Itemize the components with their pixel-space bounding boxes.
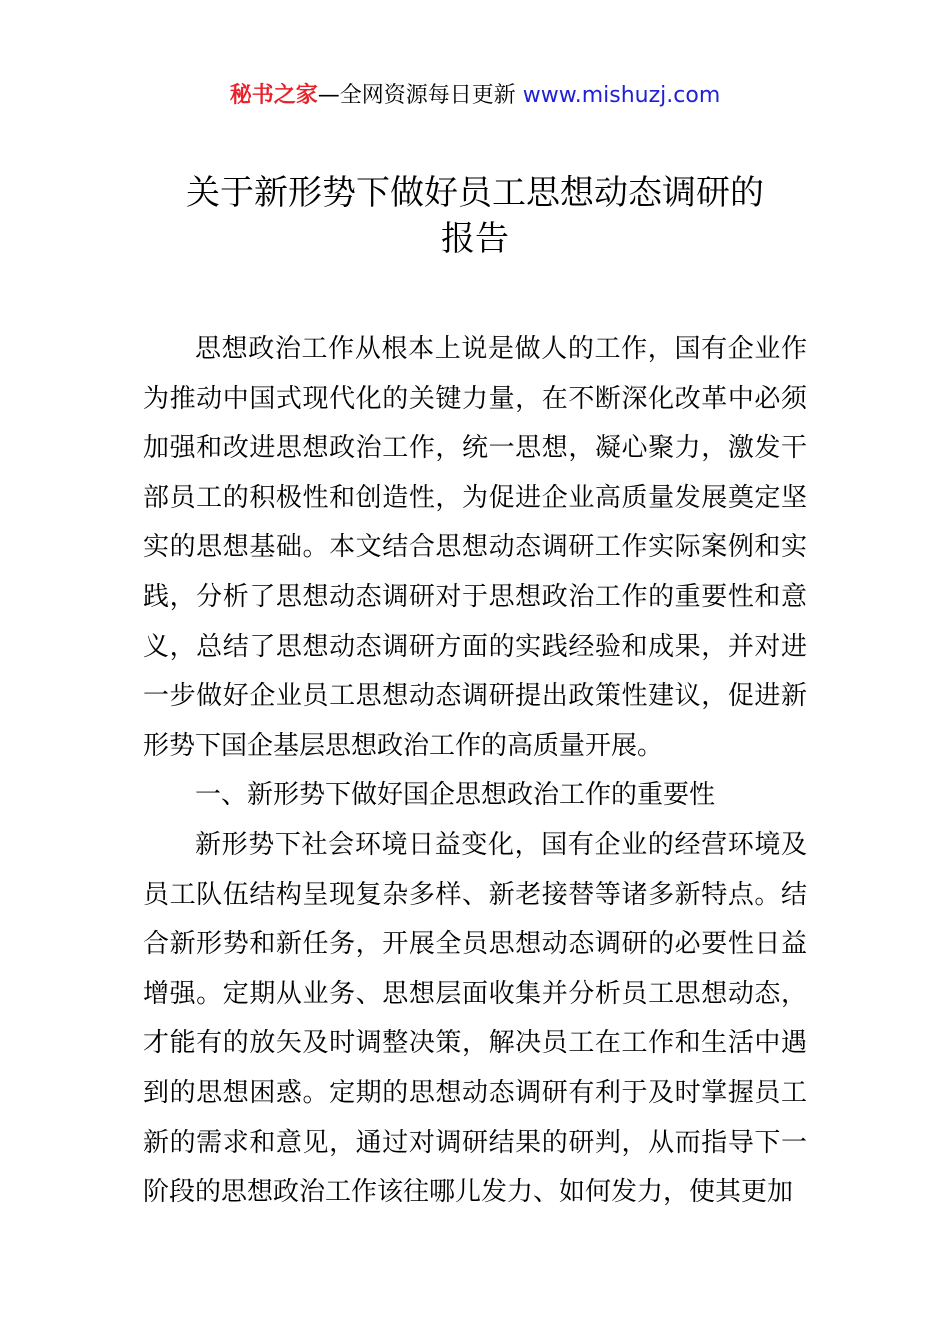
title-line-1: 关于新形势下做好员工思想动态调研的 — [186, 173, 764, 213]
section-heading-1: 一、新形势下做好国企思想政治工作的重要性 — [195, 780, 716, 811]
header-tagline: —全网资源每日更新 — [317, 83, 523, 108]
site-url-link[interactable]: www.mishuzj.com — [522, 83, 721, 108]
intro-paragraph: 思想政治工作从根本上说是做人的工作，国有企业作为推动中国式现代化的关键力量，在不断深化改革中必须加强和改进思想政治工作，统一思想，凝心聚力，激发干部员工的积极性和创造性，为促进企业高质量发展奠定坚实的思想基础。本文结合思想动态调研工作实际案例和实践，分析了思想动态调研对于思想政治工作的重要性和意义，总结了思想动态调研方面的实践经验和成果，并对进一步做好企业员工思想动态调研提出政策性建议，促进新形势下国企基层思想政治工作的高质量开展。 — [143, 334, 807, 761]
document-title — [140, 170, 810, 262]
brand-name: 秘书之家 — [229, 83, 318, 108]
document-body — [143, 325, 807, 1218]
section-1-paragraph: 新形势下社会环境日益变化，国有企业的经营环境及员工队伍结构呈现复杂多样、新老接替等诸多新特点。结合新形势和新任务，开展全员思想动态调研的必要性日益增强。定期从业务、思想层面收集并分析员工思想动态，才能有的放矢及时调整决策，解决员工在工作和生活中遇到的思想困惑。定期的思想动态调研有利于及时掌握员工新的需求和意见，通过对调研结果的研判，从而指导下一阶段的思想政治工作该往哪儿发力、如何发力，使其更加 — [143, 829, 807, 1208]
site-header — [0, 80, 950, 112]
title-line-2: 报告 — [441, 219, 509, 259]
